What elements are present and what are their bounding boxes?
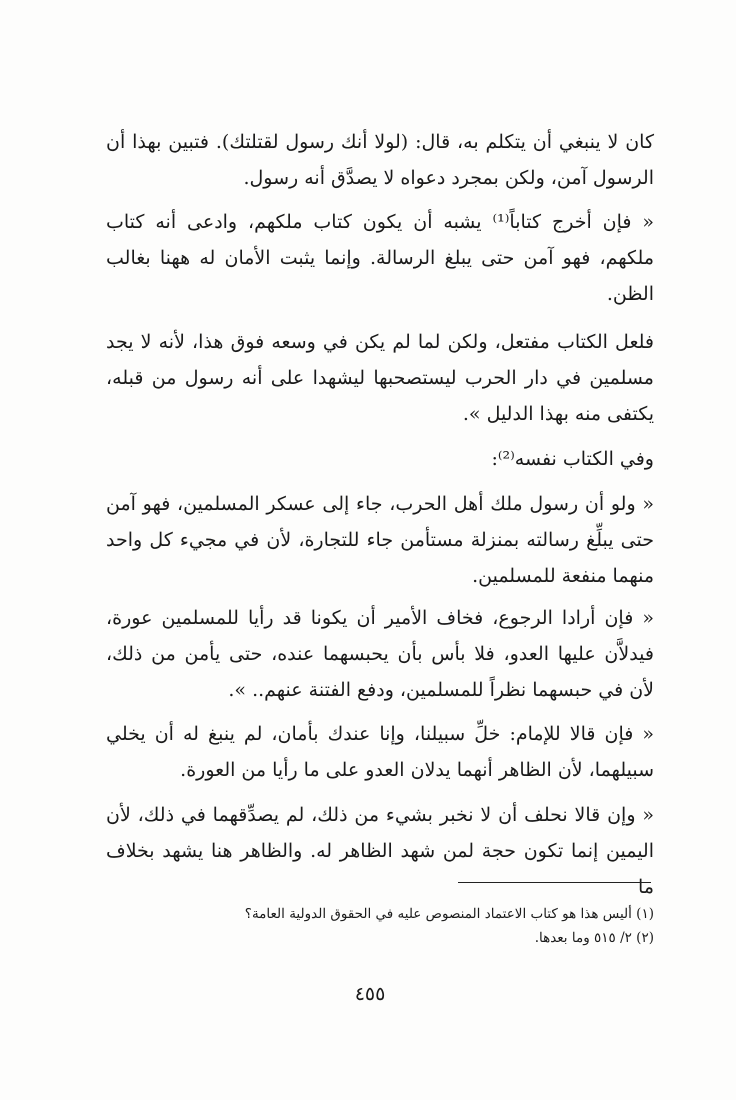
- paragraph-4: وفي الكتاب نفسه⁽²⁾:: [491, 448, 654, 470]
- footnote-divider: [458, 882, 651, 883]
- paragraph-3: فلعل الكتاب مفتعل، ولكن لما لم يكن في وسعه فوق هذا، لأنه لا يجد مسلمين في دار الحرب ليستصحبها ليشهدا على أنه رسول من قبله، يكتفى منه بهذا الدليل ».: [106, 331, 654, 425]
- paragraph-1: كان لا ينبغي أن يتكلم به، قال: (لولا أنك رسول لقتلتك). فتبين بهذا أن الرسول آمن، ولكن بمجرد دعواه لا يصدَّق أنه رسول.: [106, 131, 654, 189]
- page-number: ٤٥٥: [354, 983, 386, 1005]
- footnote-1: (١) أليس هذا هو كتاب الاعتماد المنصوص عليه في الحقوق الدولية العامة؟: [244, 906, 654, 922]
- footnote-2: (٢) ٢/ ٥١٥ وما بعدها.: [534, 930, 654, 946]
- paragraph-2: « فإن أخرج كتاباً⁽¹⁾ يشبه أن يكون كتاب ملكهم، وادعى أنه كتاب ملكهم، فهو آمن حتى يبلغ الرسالة. وإنما يثبت الأمان له ههنا بغالب الظن.: [106, 211, 655, 305]
- paragraph-6: « فإن أرادا الرجوع، فخاف الأمير أن يكونا قد رأيا للمسلمين عورة، فيدلاَّن عليها العدو، فلا بأس بأن يحبسهما عنده، حتى يأمن من ذلك، لأن في حبسهما نظراً للمسلمين، ودفع الفتنة عنهم.. ».: [106, 607, 654, 701]
- paragraph-8: « وإن قالا نحلف أن لا نخبر بشيء من ذلك، لم يصدِّقهما في ذلك، لأن اليمين إنما تكون حجة لمن شهد الظاهر له. والظاهر هنا يشهد بخلاف ما: [106, 804, 654, 898]
- paragraph-7: « فإن قالا للإمام: خلِّ سبيلنا، وإنا عندك بأمان، لم ينبغ له أن يخلي سبيلهما، لأن الظاهر أنهما يدلان العدو على ما رأيا من العورة.: [106, 723, 654, 781]
- paragraph-5: « ولو أن رسول ملك أهل الحرب، جاء إلى عسكر المسلمين، فهو آمن حتى يبلِّغ رسالته بمنزلة مستأمن جاء للتجارة، لأن في مجيء كل واحد منهما منفعة للمسلمين.: [106, 493, 654, 587]
